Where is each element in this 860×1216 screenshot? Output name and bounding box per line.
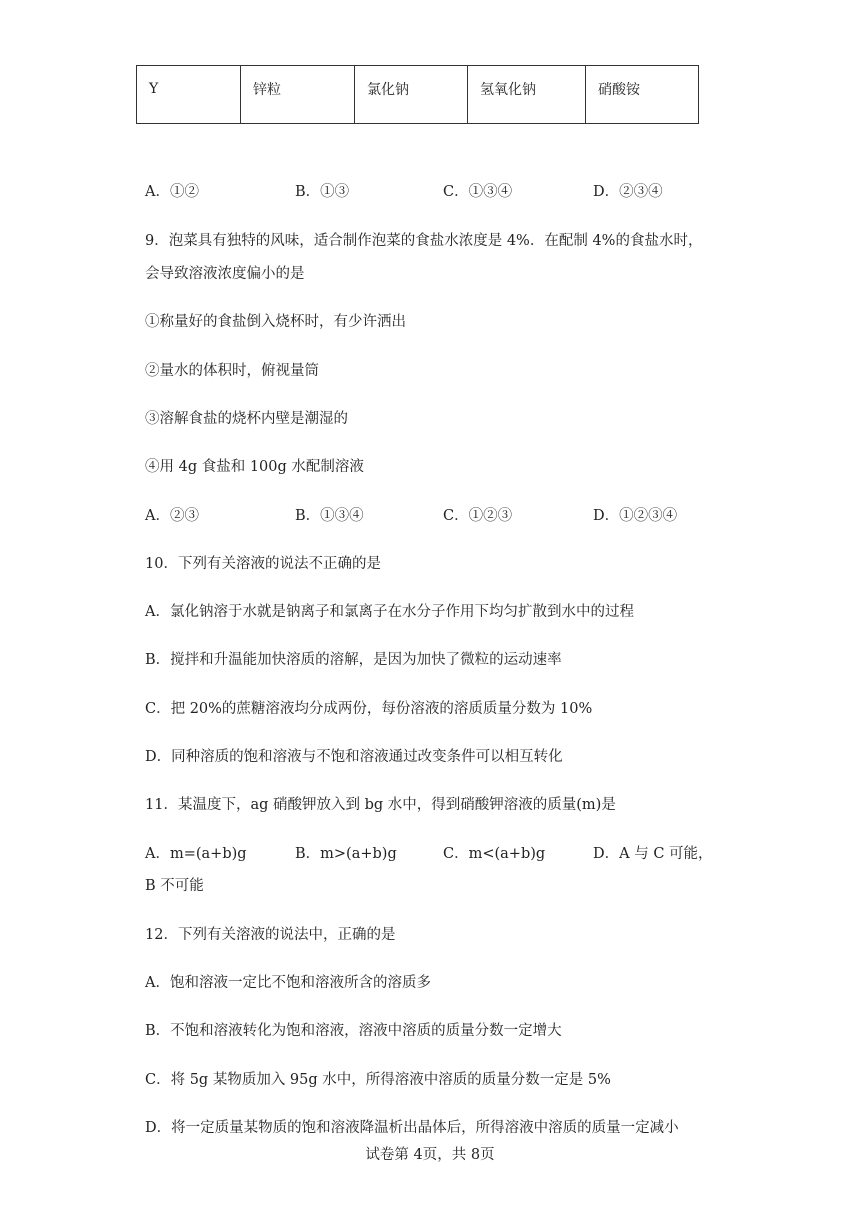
q12-option-c: C．将 5g 某物质加入 95g 水中，所得溶液中溶质的质量分数一定是 5%: [145, 1072, 611, 1088]
q9-item-2: ②量水的体积时，俯视量筒: [145, 363, 319, 379]
q11-stem: 11．某温度下，ag 硝酸钾放入到 bg 水中，得到硝酸钾溶液的质量(m)是: [145, 797, 616, 813]
q9-option-a: A．②③: [145, 508, 199, 524]
q10-option-a: A．氯化钠溶于水就是钠离子和氯离子在水分子作用下均匀扩散到水中的过程: [145, 604, 634, 620]
q10-option-c: C．把 20%的蔗糖溶液均分成两份，每份溶液的溶质质量分数为 10%: [145, 701, 593, 717]
q11-option-c: C．m<(a+b)g: [443, 846, 546, 862]
q11-option-b: B．m>(a+b)g: [295, 846, 397, 862]
table-cell: 氯化钠: [355, 66, 468, 124]
q10-stem: 10．下列有关溶液的说法不正确的是: [145, 556, 381, 572]
table-cell: Y: [137, 66, 241, 124]
q11-option-d: D．A 与 C 可能，: [593, 846, 713, 862]
q12-option-b: B．不饱和溶液转化为饱和溶液，溶液中溶质的质量分数一定增大: [145, 1023, 562, 1039]
table-cell: 硝酸铵: [586, 66, 699, 124]
q9-item-3: ③溶解食盐的烧杯内壁是潮湿的: [145, 411, 348, 427]
q10-option-d: D．同种溶质的饱和溶液与不饱和溶液通过改变条件可以相互转化: [145, 749, 563, 765]
q8-option-c: C．①③④: [443, 184, 513, 200]
q8-option-a: A．①②: [145, 184, 199, 200]
table-row: [137, 66, 699, 124]
q12-option-d: D．将一定质量某物质的饱和溶液降温析出晶体后，所得溶液中溶质的质量一定减小: [145, 1120, 679, 1136]
q9-option-c: C．①②③: [443, 508, 513, 524]
q9-option-d: D．①②③④: [593, 508, 678, 524]
q8-option-d: D．②③④: [593, 184, 663, 200]
page-footer: 试卷第 4页，共 8页: [365, 1147, 495, 1163]
table-cell: 锌粒: [241, 66, 355, 124]
q8-option-b: B．①③: [295, 184, 350, 200]
q9-option-b: B．①③④: [295, 508, 364, 524]
q12-option-a: A．饱和溶液一定比不饱和溶液所含的溶质多: [145, 975, 431, 991]
q10-option-b: B．搅拌和升温能加快溶质的溶解，是因为加快了微粒的运动速率: [145, 652, 562, 668]
q9-stem-line1: 9．泡菜具有独特的风味，适合制作泡菜的食盐水浓度是 4%．在配制 4%的食盐水时，: [145, 233, 703, 249]
q12-stem: 12．下列有关溶液的说法中，正确的是: [145, 927, 396, 943]
q11-option-a: A．m=(a+b)g: [145, 846, 247, 862]
reagent-table: [136, 65, 699, 124]
q11-option-d-continued: B 不可能: [145, 878, 204, 894]
q9-item-1: ①称量好的食盐倒入烧杯时，有少许洒出: [145, 314, 406, 330]
table-cell: 氢氧化钠: [468, 66, 586, 124]
q9-item-4: ④用 4g 食盐和 100g 水配制溶液: [145, 459, 364, 475]
q9-stem-line2: 会导致溶液浓度偏小的是: [145, 266, 305, 282]
